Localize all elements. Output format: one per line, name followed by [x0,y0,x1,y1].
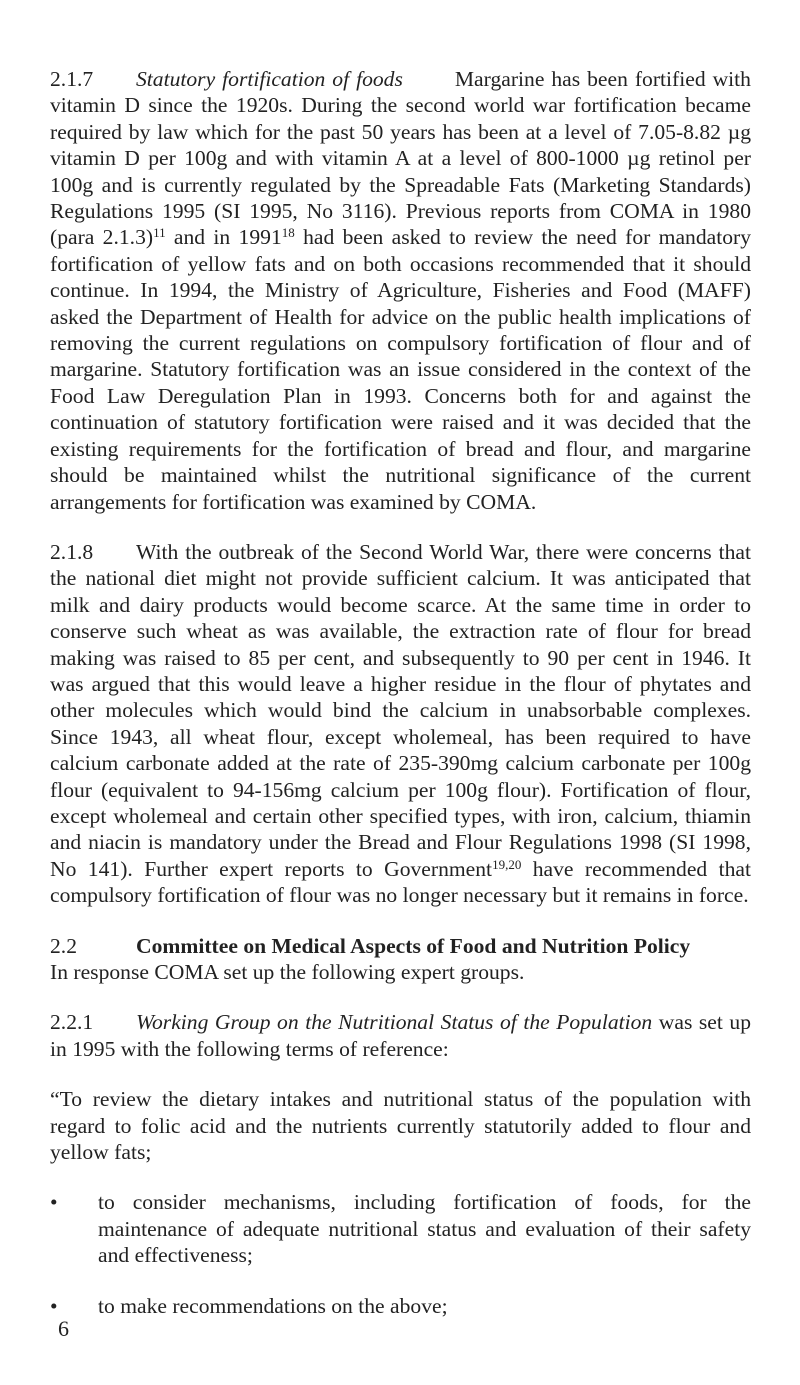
paragraph-text: have recommended that compulsory fortification of flour was no longer necessary but it remains in force. [50,856,751,908]
list-item [50,1189,751,1268]
section-number: 2.2 [50,933,77,958]
reference-superscript: 11 [153,225,166,241]
reference-superscript: 18 [281,225,295,241]
page-number: 6 [58,1316,69,1341]
bullet-icon: • [50,1190,58,1215]
list-item [50,1293,751,1319]
section-2-2 [50,933,751,986]
paragraph-text: Margarine has been fortified with vitamin D since the 1920s. During the second world war fortification became required by law which for the past 50 years has been at a level of 7.05-8.82 µg vitamin D per 100g and with vitamin A at a level of 800-1000 µg retinol per 100g and is currently regulated by the Spreadable Fats (Marketing Standards) Regulations 1995 (SI 1995, No 3116). Previous reports from COMA in 1980 (para 2.1.3) [50,67,751,250]
paragraph-text: With the outbreak of the Second World War, there were concerns that the national diet might not provide sufficient calcium. It was anticipated that milk and dairy products would become scarce. At the same time in order to conserve such wheat as was available, the extraction rate of flour for bread making was raised to 85 per cent, and subsequently to 90 per cent in 1946. It was argued that this would leave a higher residue in the flour of phytates and other molecules which would bind the calcium in unabsorbable complexes. Since 1943, all wheat flour, except wholemeal, has been required to have calcium carbonate added at the rate of 235-390mg calcium carbonate per 100g flour (equivalent to 94-156mg calcium per 100g flour). Fortification of flour, except wholemeal and certain other specified types, with iron, calcium, thiamin and niacin is mandatory under the Bread and Flour Regulations 1998 (SI 1998, No 141). Further expert reports to Government [50,539,751,881]
section-title: Statutory fortification of foods [136,67,403,91]
paragraph-2-1-7 [50,66,751,515]
section-number: 2.1.7 [50,67,94,91]
reference-superscript: 19,20 [492,856,522,872]
paragraph-text: was set up in 1995 with the following terms of reference: [50,1010,752,1061]
list-item-text: to make recommendations on the above; [98,1293,448,1318]
paragraph-text: In response COMA set up the following expert groups. [50,960,525,984]
bullet-icon: • [50,1293,58,1318]
terms-of-reference-quote: “To review the dietary intakes and nutritional status of the population with regard to folic acid and the nutrients currently statutorily added to flour and yellow fats; [50,1087,751,1165]
paragraph-text: and in 1991 [165,225,282,250]
list-item-text: to consider mechanisms, including fortification of foods, for the maintenance of adequate nutritional status and evaluation of their safety and effectiveness; [98,1190,751,1268]
section-number: 2.1.8 [50,539,94,564]
section-heading: Committee on Medical Aspects of Food and Nutrition Policy [136,933,691,958]
paragraph-2-1-8 [50,539,751,909]
paragraph-text: had been asked to review the need for mandatory fortification of yellow fats and on both occasions recommended that it should continue. In 1994, the Ministry of Agriculture, Fisheries and Food (MAFF) asked the Department of Health for advice on the public health implications of removing the current regulations on compulsory fortification of flour and of margarine. Statutory fortification was an issue considered in the context of the Food Law Deregulation Plan in 1993. Concerns both for and against the continuation of statutory fortification were raised and it was decided that the existing requirements for the fortification of bread and flour, and margarine should be maintained whilst the nutritional significance of the current arrangements for fortification was examined by COMA. [50,225,752,514]
section-number: 2.2.1 [50,1010,94,1035]
paragraph-2-2-1 [50,1009,751,1062]
section-title: Working Group on the Nutritional Status of the Population [136,1010,653,1035]
